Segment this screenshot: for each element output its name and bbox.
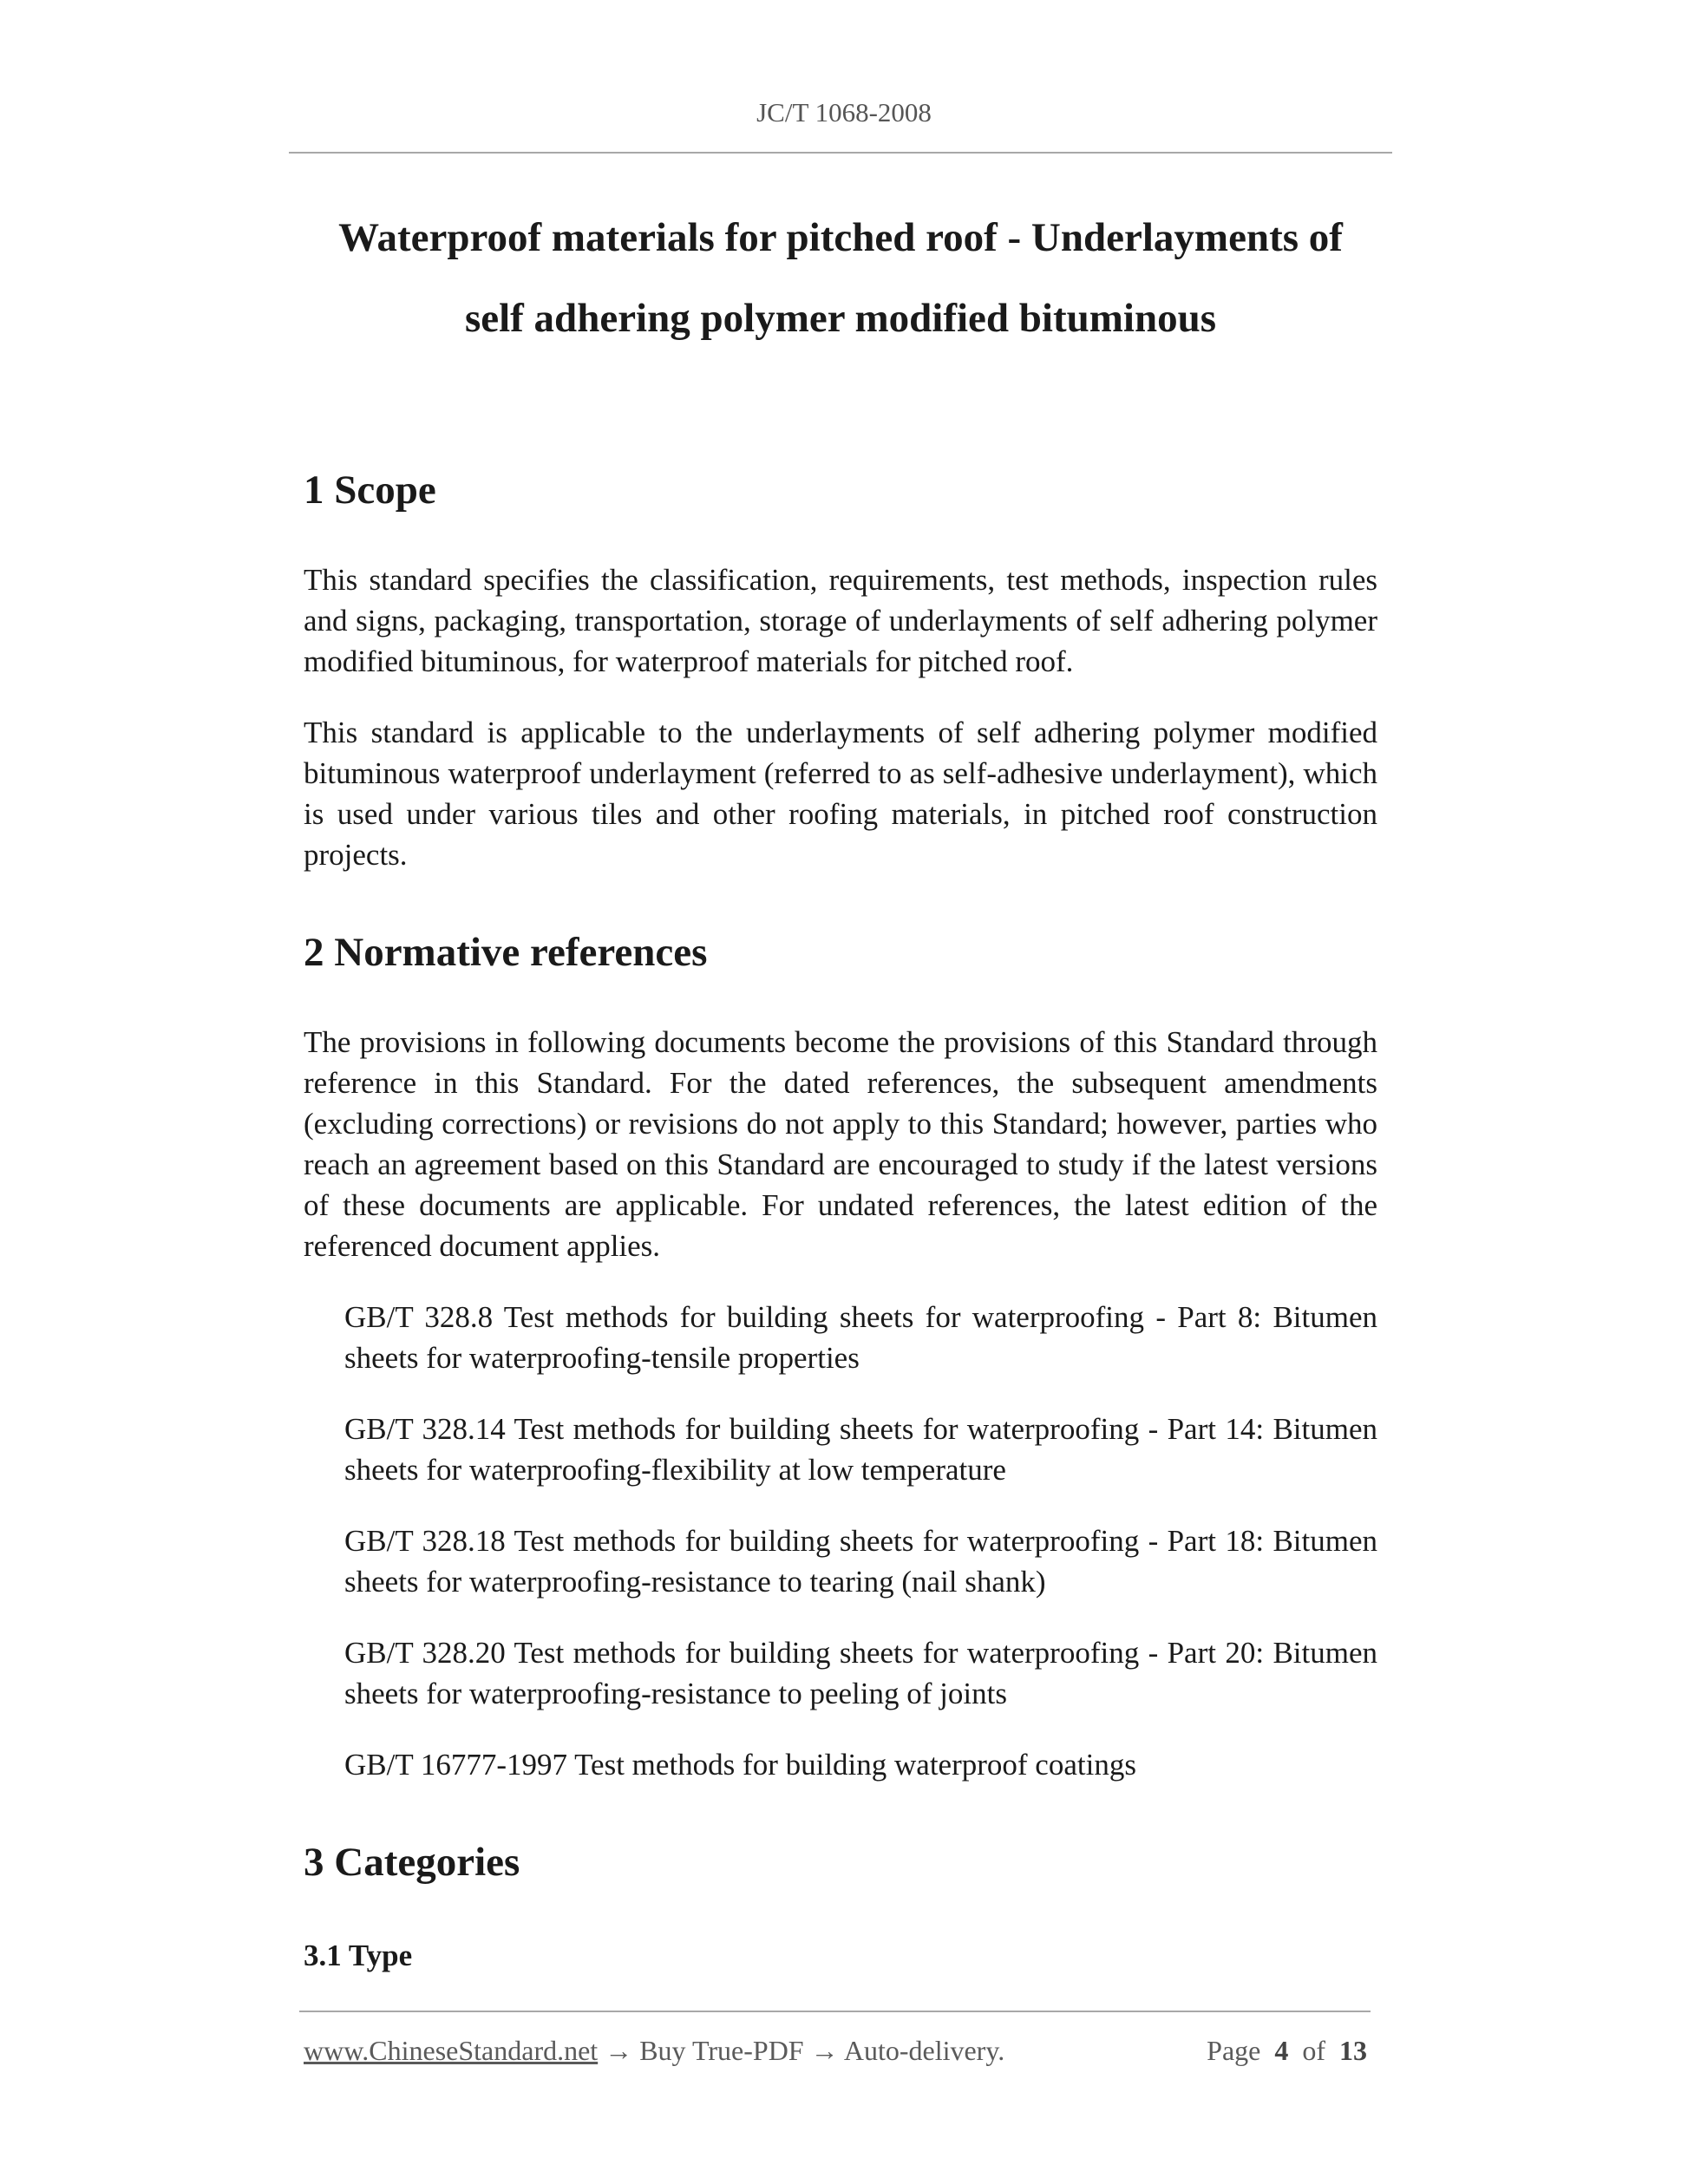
section-heading-scope: 1 Scope [304,468,436,513]
reference-item: GB/T 16777-1997 Test methods for building waterproof coatings [344,1748,1136,1782]
total-pages-number: 13 [1339,2035,1367,2066]
reference-item: GB/T 328.14 Test methods for building sheets for waterproofing - Part 14: Bitumen sheets for waterproofing-flexibility at low temperature [344,1412,1377,1487]
subsection-heading-type: 3.1 Type [304,1939,413,1972]
scope-paragraph: This standard specifies the classification, requirements, test methods, inspection rules and signs, packaging, transportation, storage of underlayments of self adhering polymer modified bituminous, for waterproof materials for pitched roof. [304,563,1377,678]
normative-paragraph: The provisions in following documents become the provisions of this Standard through reference in this Standard. For the dated references, the subsequent amendments (excluding corrections) or revisions do not apply to this Standard; however, parties who reach an agreement based on this Standard are encouraged to study if the latest versions of these documents are applicable. For undated references, the latest edition of the referenced document applies. [304,1025,1377,1263]
website-link[interactable]: www.ChineseStandard.net [304,2035,599,2066]
reference-item: GB/T 328.18 Test methods for building sheets for waterproofing - Part 18: Bitumen sheets for waterproofing-resistance to tearing (nail shank) [344,1524,1377,1599]
header-divider [289,152,1392,154]
section-heading-normative-references: 2 Normative references [304,930,708,975]
current-page-number: 4 [1274,2035,1289,2066]
reference-item: GB/T 328.20 Test methods for building sheets for waterproofing - Part 20: Bitumen sheets for waterproofing-resistance to peeling of joints [344,1636,1377,1710]
page-indicator [1207,2031,1367,2070]
document-body [304,460,1377,1978]
reference-list [344,1297,1377,1785]
running-header: JC/T 1068-2008 [756,97,932,128]
section-heading-categories: 3 Categories [304,1840,520,1885]
title-line-1: Waterproof materials for pitched roof - Underlayments of [338,215,1343,260]
footer-divider [299,2011,1371,2012]
page-label: Page [1207,2035,1261,2066]
scope-paragraph: This standard is applicable to the underlayments of self adhering polymer modified bituminous waterproof underlayment (referred to as self-adhesive underlayment), which is used under various tiles and other roofing materials, in pitched roof construction projects. [304,716,1377,872]
title-line-2: self adhering polymer modified bituminous [464,296,1217,341]
reference-item: GB/T 328.8 Test methods for building sheets for waterproofing - Part 8: Bitumen sheets for waterproofing-tensile properties [344,1300,1377,1375]
of-label: of [1302,2035,1325,2066]
footer-promo [304,2031,1004,2070]
footer-promo-text: → Buy True-PDF → Auto-delivery. [598,2035,1005,2066]
document-title [289,198,1392,359]
